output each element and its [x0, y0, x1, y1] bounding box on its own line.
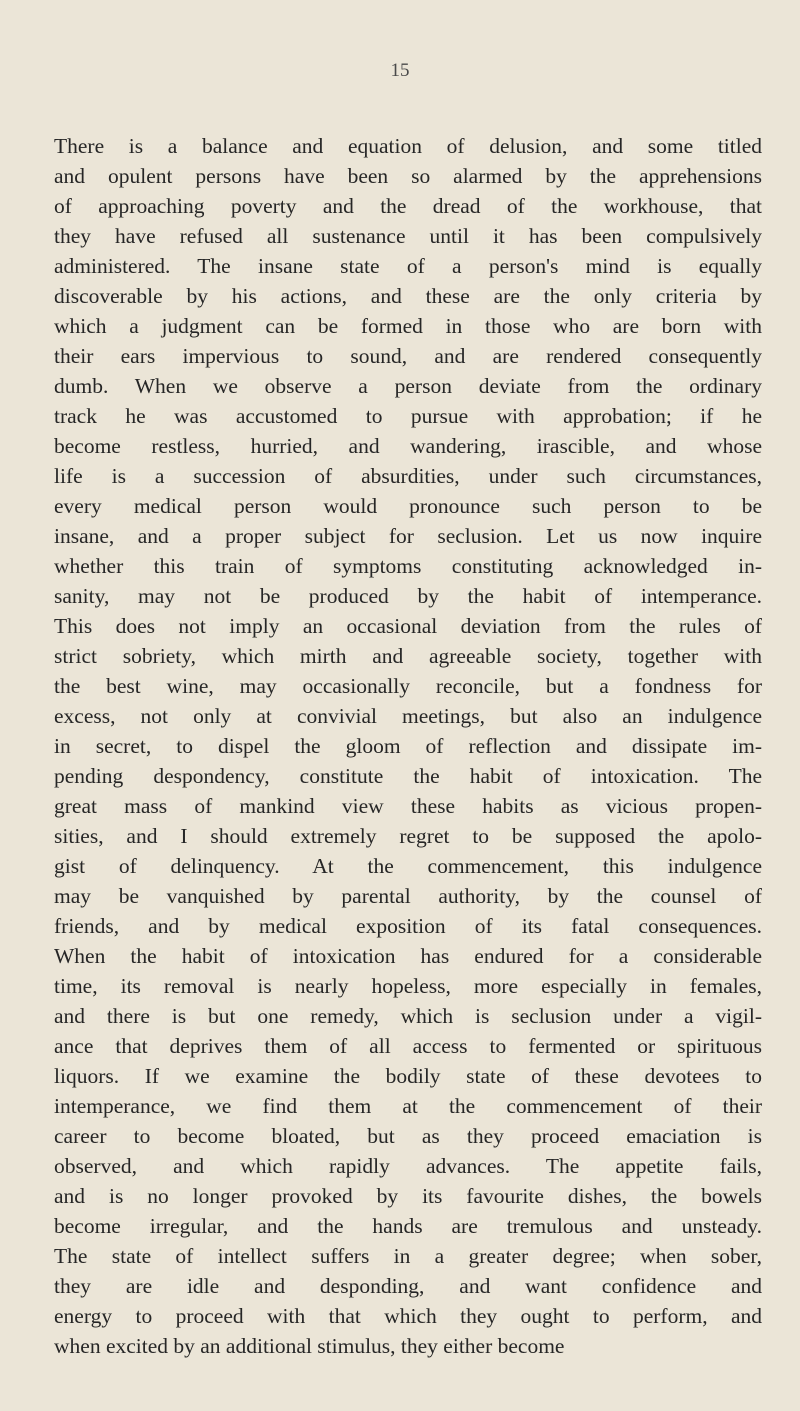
text-line: their ears impervious to sound, and are rendered consequently: [54, 344, 762, 368]
text-line: pending despondency, constitute the habit of intoxication. The: [54, 764, 762, 788]
text-line: discoverable by his actions, and these are the only criteria by: [54, 284, 762, 308]
text-line: ance that deprives them of all access to fermented or spirituous: [54, 1034, 762, 1058]
text-line: strict sobriety, which mirth and agreeable society, together with: [54, 644, 762, 668]
text-line: insane, and a proper subject for seclusion. Let us now inquire: [54, 524, 762, 548]
text-line: and opulent persons have been so alarmed by the apprehensions: [54, 164, 762, 188]
text-line: whether this train of symptoms constituting acknowledged in-: [54, 554, 762, 578]
text-line: The state of intellect suffers in a greater degree; when sober,: [54, 1244, 762, 1268]
text-line: become irregular, and the hands are tremulous and unsteady.: [54, 1214, 762, 1238]
text-line: career to become bloated, but as they proceed emaciation is: [54, 1124, 762, 1148]
text-line: There is a balance and equation of delusion, and some titled: [54, 134, 762, 158]
text-line: they are idle and desponding, and want confidence and: [54, 1274, 762, 1298]
text-line: and there is but one remedy, which is seclusion under a vigil-: [54, 1004, 762, 1028]
text-line: gist of delinquency. At the commencement, this indulgence: [54, 854, 762, 878]
text-line: track he was accustomed to pursue with approbation; if he: [54, 404, 762, 428]
text-line: time, its removal is nearly hopeless, more especially in females,: [54, 974, 762, 998]
text-line: energy to proceed with that which they ought to perform, and: [54, 1304, 762, 1328]
text-line: in secret, to dispel the gloom of reflection and dissipate im-: [54, 734, 762, 758]
text-line: when excited by an additional stimulus, they either become: [54, 1334, 565, 1358]
text-line: and is no longer provoked by its favourite dishes, the bowels: [54, 1184, 762, 1208]
text-line: the best wine, may occasionally reconcile, but a fondness for: [54, 674, 762, 698]
text-line: administered. The insane state of a person's mind is equally: [54, 254, 762, 278]
text-line: observed, and which rapidly advances. The appetite fails,: [54, 1154, 762, 1178]
text-line: excess, not only at convivial meetings, but also an indulgence: [54, 704, 762, 728]
text-line: When the habit of intoxication has endured for a considerable: [54, 944, 762, 968]
text-line: dumb. When we observe a person deviate from the ordinary: [54, 374, 762, 398]
text-line: sanity, may not be produced by the habit of intemperance.: [54, 584, 762, 608]
text-line: they have refused all sustenance until it has been compulsively: [54, 224, 762, 248]
text-line: become restless, hurried, and wandering, irascible, and whose: [54, 434, 762, 458]
page-number: 15: [390, 60, 410, 81]
body-text: [54, 131, 762, 1361]
text-line: sities, and I should extremely regret to be supposed the apolo-: [54, 824, 762, 848]
text-line: life is a succession of absurdities, under such circumstances,: [54, 464, 762, 488]
text-line: intemperance, we find them at the commencement of their: [54, 1094, 762, 1118]
text-line: great mass of mankind view these habits as vicious propen-: [54, 794, 762, 818]
text-line: of approaching poverty and the dread of the workhouse, that: [54, 194, 762, 218]
text-line: every medical person would pronounce such person to be: [54, 494, 762, 518]
text-line: may be vanquished by parental authority, by the counsel of: [54, 884, 762, 908]
text-line: which a judgment can be formed in those who are born with: [54, 314, 762, 338]
text-line: This does not imply an occasional deviation from the rules of: [54, 614, 762, 638]
text-line: friends, and by medical exposition of its fatal consequences.: [54, 914, 762, 938]
text-line: liquors. If we examine the bodily state of these devotees to: [54, 1064, 762, 1088]
